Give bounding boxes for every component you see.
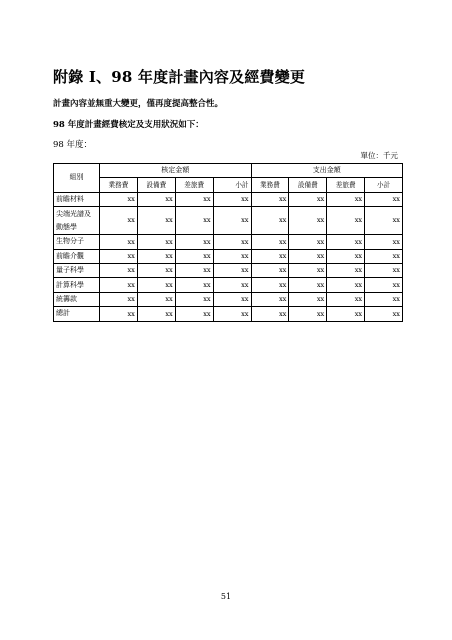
value-cell: xx xyxy=(251,292,289,306)
row-label: 前瞻介觀 xyxy=(54,249,100,263)
subheader-cell: 小計 xyxy=(365,178,403,192)
value-cell: xx xyxy=(251,278,289,292)
value-cell: xx xyxy=(175,235,213,249)
row-label: 尖端光譜及動態學 xyxy=(54,207,100,235)
value-cell: xx xyxy=(289,192,327,206)
budget-table-body xyxy=(54,164,403,322)
value-cell: xx xyxy=(327,235,365,249)
subheader-cell: 業務費 xyxy=(251,178,289,192)
value-cell: xx xyxy=(251,207,289,235)
value-cell: xx xyxy=(327,278,365,292)
value-cell: xx xyxy=(137,278,175,292)
value-cell: xx xyxy=(213,263,251,277)
value-cell: xx xyxy=(365,192,403,206)
table-row xyxy=(54,235,403,249)
value-cell: xx xyxy=(175,278,213,292)
value-cell: xx xyxy=(100,207,138,235)
page-title: 附錄 I、98 年度計畫內容及經費變更 xyxy=(53,68,306,86)
table-row xyxy=(54,307,403,321)
value-cell: xx xyxy=(365,207,403,235)
row-label: 生物分子 xyxy=(54,235,100,249)
value-cell: xx xyxy=(365,292,403,306)
value-cell: xx xyxy=(137,249,175,263)
approved-amount-header: 核定金額 xyxy=(100,164,252,178)
value-cell: xx xyxy=(213,307,251,321)
value-cell: xx xyxy=(100,292,138,306)
table-header-row xyxy=(54,164,403,178)
value-cell: xx xyxy=(137,263,175,277)
intro-paragraph: 計畫內容並無重大變更，僅再度提高整合性。 xyxy=(53,99,224,109)
value-cell: xx xyxy=(100,249,138,263)
value-cell: xx xyxy=(137,235,175,249)
value-cell: xx xyxy=(213,207,251,235)
value-cell: xx xyxy=(175,263,213,277)
value-cell: xx xyxy=(365,307,403,321)
value-cell: xx xyxy=(251,307,289,321)
page-number: 51 xyxy=(220,592,232,601)
value-cell: xx xyxy=(365,249,403,263)
subheader-cell: 設備費 xyxy=(137,178,175,192)
budget-table xyxy=(53,163,403,322)
value-cell: xx xyxy=(175,249,213,263)
subheader-cell: 差旅費 xyxy=(175,178,213,192)
spent-amount-header: 支出金額 xyxy=(251,164,403,178)
year-label: 98 年度： xyxy=(53,140,93,150)
value-cell: xx xyxy=(289,292,327,306)
subheader-cell: 差旅費 xyxy=(327,178,365,192)
value-cell: xx xyxy=(327,207,365,235)
value-cell: xx xyxy=(289,278,327,292)
value-cell: xx xyxy=(213,235,251,249)
value-cell: xx xyxy=(100,235,138,249)
group-header: 組別 xyxy=(54,164,100,193)
value-cell: xx xyxy=(100,307,138,321)
value-cell: xx xyxy=(137,207,175,235)
value-cell: xx xyxy=(213,278,251,292)
value-cell: xx xyxy=(213,249,251,263)
value-cell: xx xyxy=(251,235,289,249)
value-cell: xx xyxy=(175,292,213,306)
table-row xyxy=(54,292,403,306)
row-label: 統籌款 xyxy=(54,292,100,306)
value-cell: xx xyxy=(137,192,175,206)
value-cell: xx xyxy=(175,192,213,206)
row-label: 總計 xyxy=(54,307,100,321)
value-cell: xx xyxy=(251,263,289,277)
table-subheader-row xyxy=(54,178,403,192)
table-row xyxy=(54,278,403,292)
row-label: 量子科學 xyxy=(54,263,100,277)
value-cell: xx xyxy=(365,235,403,249)
table-row xyxy=(54,263,403,277)
value-cell: xx xyxy=(251,192,289,206)
value-cell: xx xyxy=(175,207,213,235)
unit-label: 單位：千元 xyxy=(360,151,398,160)
row-label: 前瞻材料 xyxy=(54,192,100,206)
subheader-cell: 設備費 xyxy=(289,178,327,192)
subheader-cell: 業務費 xyxy=(100,178,138,192)
value-cell: xx xyxy=(327,307,365,321)
value-cell: xx xyxy=(100,192,138,206)
budget-paragraph: 98 年度計畫經費核定及支用狀況如下： xyxy=(53,120,204,130)
value-cell: xx xyxy=(213,192,251,206)
value-cell: xx xyxy=(327,292,365,306)
value-cell: xx xyxy=(137,307,175,321)
value-cell: xx xyxy=(289,207,327,235)
value-cell: xx xyxy=(289,307,327,321)
value-cell: xx xyxy=(289,235,327,249)
value-cell: xx xyxy=(251,249,289,263)
value-cell: xx xyxy=(213,292,251,306)
row-label: 計算科學 xyxy=(54,278,100,292)
value-cell: xx xyxy=(327,192,365,206)
value-cell: xx xyxy=(365,278,403,292)
value-cell: xx xyxy=(289,263,327,277)
subheader-cell: 小計 xyxy=(213,178,251,192)
value-cell: xx xyxy=(327,263,365,277)
value-cell: xx xyxy=(175,307,213,321)
table-row xyxy=(54,249,403,263)
value-cell: xx xyxy=(100,278,138,292)
value-cell: xx xyxy=(100,263,138,277)
table-row xyxy=(54,192,403,206)
value-cell: xx xyxy=(327,249,365,263)
value-cell: xx xyxy=(289,249,327,263)
value-cell: xx xyxy=(365,263,403,277)
table-row xyxy=(54,207,403,235)
value-cell: xx xyxy=(137,292,175,306)
